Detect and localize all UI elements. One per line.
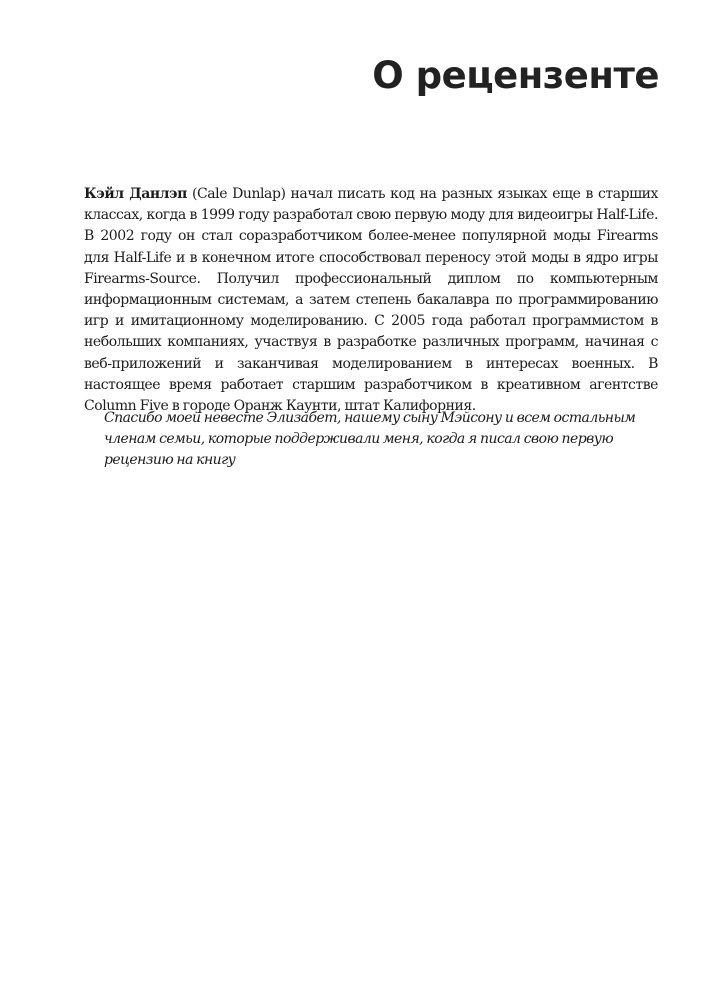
acknowledgement-paragraph: Спасибо моей невесте Элизабет, нашему сыну Мэйсону и всем остальным членам семьи, которые поддерживали меня, когда я писал свою первую рецензию на книгу [104,410,636,469]
reviewer-bio-paragraph [84,184,658,417]
chapter-title: О рецензенте [372,54,659,97]
reviewer-bio-text: (Cale Dunlap) начал писать код на разных языках еще в старших классах, когда в 1999 году разработал свою первую моду для видеоигры Half-Life. В 2002 году он стал соразработчиком более-менее популярной моды Firearms для Half-Life и в конечном итоге способствовал переносу этой моды в ядро игры Firearms-Source. Получил профессиональный диплом по компьютерным информационным системам, а затем степень бакалавра по программированию игр и имитационному моделированию. С 2005 года работал программистом в небольших компаниях, участвуя в разработке различных программ, начиная с веб-приложений и заканчивая моделированием в интересах военных. В настоящее время работает старшим разработчиком в креативном агентстве Column Five в городе Оранж Каунти, штат Калифорния. [84,186,658,415]
reviewer-name: Кэйл Данлэп [84,186,187,202]
